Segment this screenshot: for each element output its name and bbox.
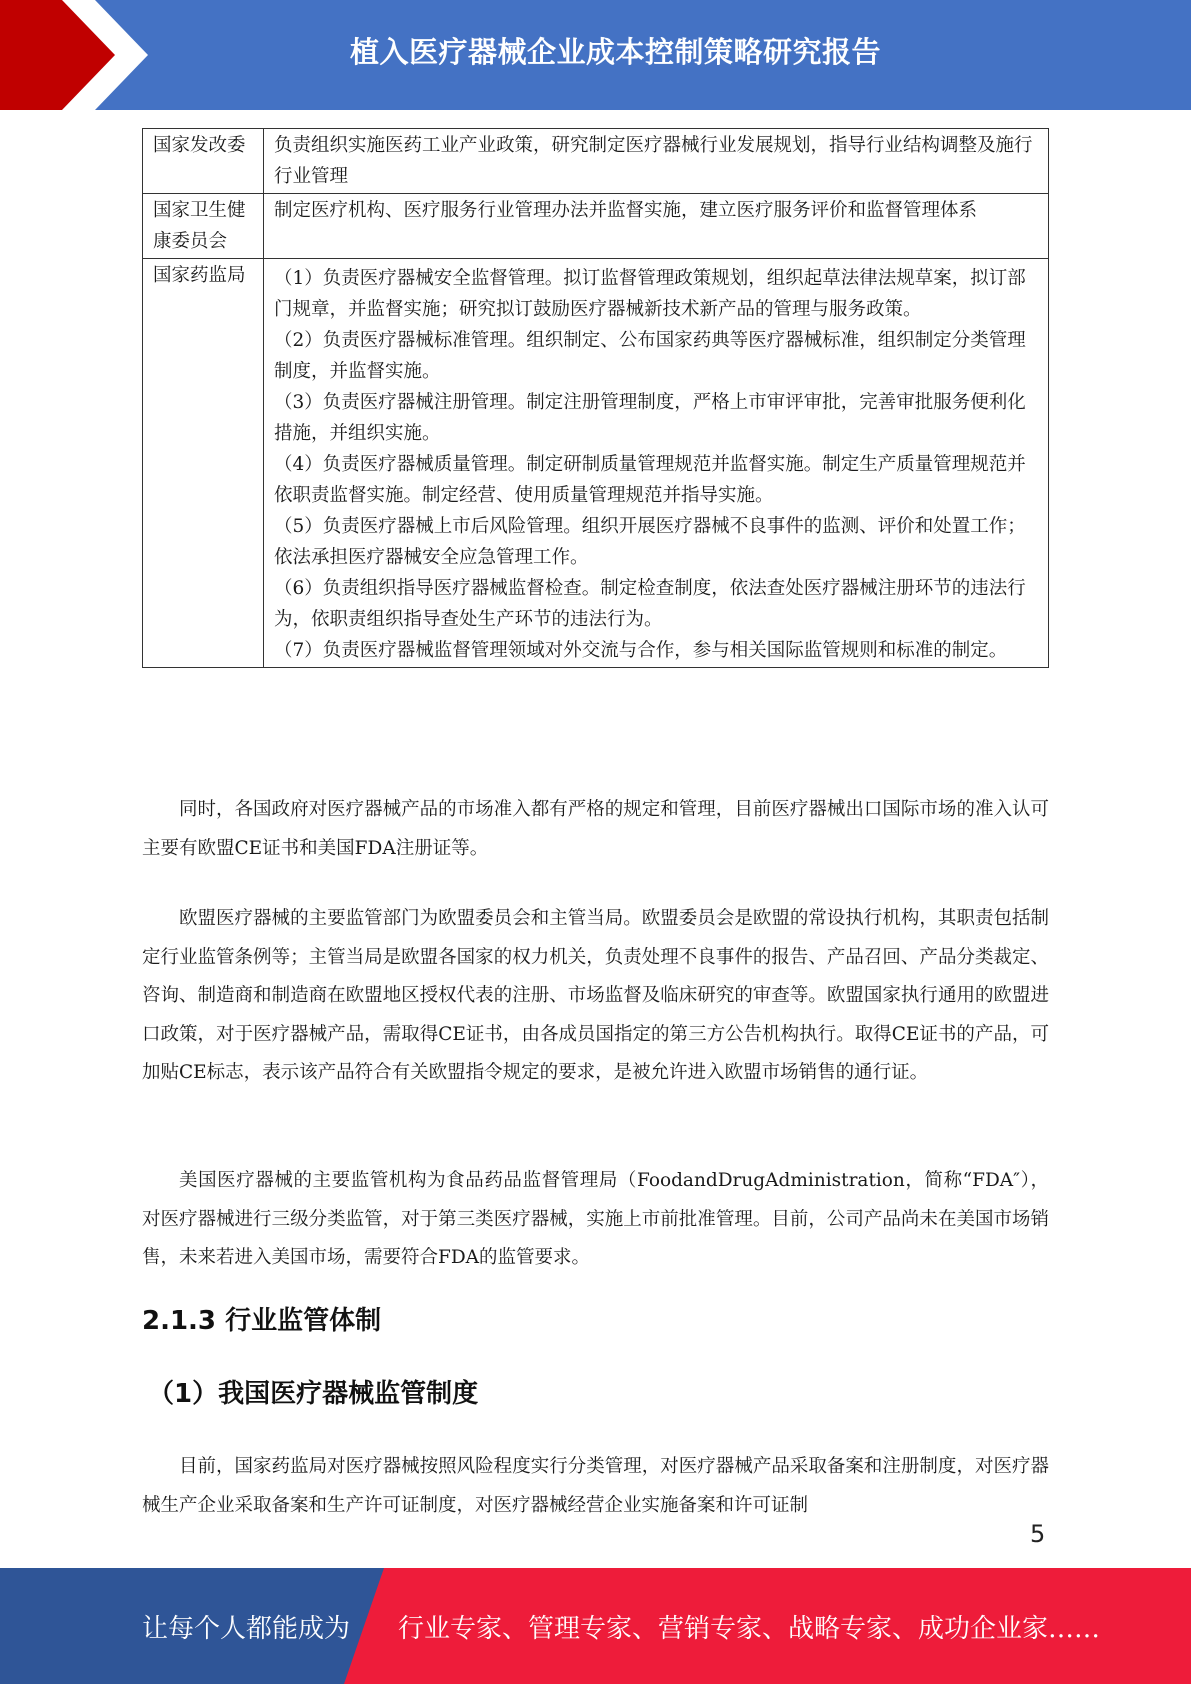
duty-item: （5）负责医疗器械上市后风险管理。组织开展医疗器械不良事件的监测、评价和处置工作；依法承担医疗器械安全应急管理工作。 (274, 516, 1026, 568)
duty-item: （7）负责医疗器械监督管理领域对外交流与合作，参与相关国际监管规则和标准的制定。 (274, 640, 1008, 661)
duty-cell (264, 129, 1049, 194)
footer-slogan-right: 行业专家、管理专家、营销专家、战略专家、成功企业家…… (398, 1614, 1101, 1644)
table-row (143, 194, 1049, 259)
footer-slogan-left: 让每个人都能成为 (142, 1614, 351, 1644)
duty-cell (264, 194, 1049, 259)
page-number: 5 (1030, 1520, 1046, 1548)
duty-item: （3）负责医疗器械注册管理。制定注册管理制度，严格上市审评审批，完善审批服务便利化措施，并组织实施。 (274, 392, 1026, 444)
duty-cell (264, 259, 1049, 668)
subsection-heading: （1）我国医疗器械监管制度 (148, 1379, 479, 1409)
duty-item: （4）负责医疗器械质量管理。制定研制质量管理规范并监督实施。制定生产质量管理规范并依职责监督实施。制定经营、使用质量管理规范并指导实施。 (274, 454, 1026, 506)
regulator-table (142, 128, 1049, 668)
paragraph-eu-regulation: 欧盟医疗器械的主要监管部门为欧盟委员会和主管当局。欧盟委员会是欧盟的常设执行机构，其职责包括制定行业监管条例等；主管当局是欧盟各国家的权力机关，负责处理不良事件的报告、产品召回、产品分类裁定、咨询、制造商和制造商在欧盟地区授权代表的注册、市场监督及临床研究的审查等。欧盟国家执行通用的欧盟进口政策，对于医疗器械产品，需取得CE证书，由各成员国指定的第三方公告机构执行。取得CE证书的产品，可加贴CE标志，表示该产品符合有关欧盟指令规定的要求，是被允许进入欧盟市场销售的通行证。 (142, 908, 1049, 1083)
paragraph-us-fda: 美国医疗器械的主要监管机构为食品药品监督管理局（FoodandDrugAdministration，简称“FDA″），对医疗器械进行三级分类监管，对于第三类医疗器械，实施上市前批准管理。目前，公司产品尚未在美国市场销售，未来若进入美国市场，需要符合FDA的监管要求。 (142, 1170, 1049, 1268)
page-header (0, 0, 1191, 110)
section-heading: 2.1.3 行业监管体制 (142, 1306, 382, 1336)
page-footer (0, 1568, 1191, 1684)
agency-cell: 国家卫生健康委员会 (143, 194, 264, 259)
document-title: 植入医疗器械企业成本控制策略研究报告 (349, 35, 881, 69)
table-row (143, 129, 1049, 194)
table-row (143, 259, 1049, 668)
paragraph-china-regulation: 目前，国家药监局对医疗器械按照风险程度实行分类管理，对医疗器械产品采取备案和注册制度，对医疗器械生产企业采取备案和生产许可证制度，对医疗器械经营企业实施备案和许可证制 (142, 1456, 1049, 1516)
duty-item: （2）负责医疗器械标准管理。组织制定、公布国家药典等医疗器械标准，组织制定分类管理制度，并监督实施。 (274, 330, 1026, 382)
duty-item: （6）负责组织指导医疗器械监督检查。制定检查制度，依法查处医疗器械注册环节的违法行为，依职责组织指导查处生产环节的违法行为。 (274, 578, 1026, 630)
duty-item: （1）负责医疗器械安全监督管理。拟订监督管理政策规划，组织起草法律法规草案，拟订部门规章，并监督实施；研究拟订鼓励医疗器械新技术新产品的管理与服务政策。 (274, 268, 1026, 320)
duty-text: 负责组织实施医药工业产业政策，研究制定医疗器械行业发展规划，指导行业结构调整及施行行业管理 (274, 135, 1033, 187)
paragraph-market-access: 同时，各国政府对医疗器械产品的市场准入都有严格的规定和管理，目前医疗器械出口国际市场的准入认可主要有欧盟CE证书和美国FDA注册证等。 (142, 799, 1049, 859)
duty-text: 制定医疗机构、医疗服务行业管理办法并监督实施，建立医疗服务评价和监督管理体系 (274, 200, 978, 221)
agency-cell: 国家发改委 (143, 129, 264, 194)
agency-cell: 国家药监局 (143, 259, 264, 668)
